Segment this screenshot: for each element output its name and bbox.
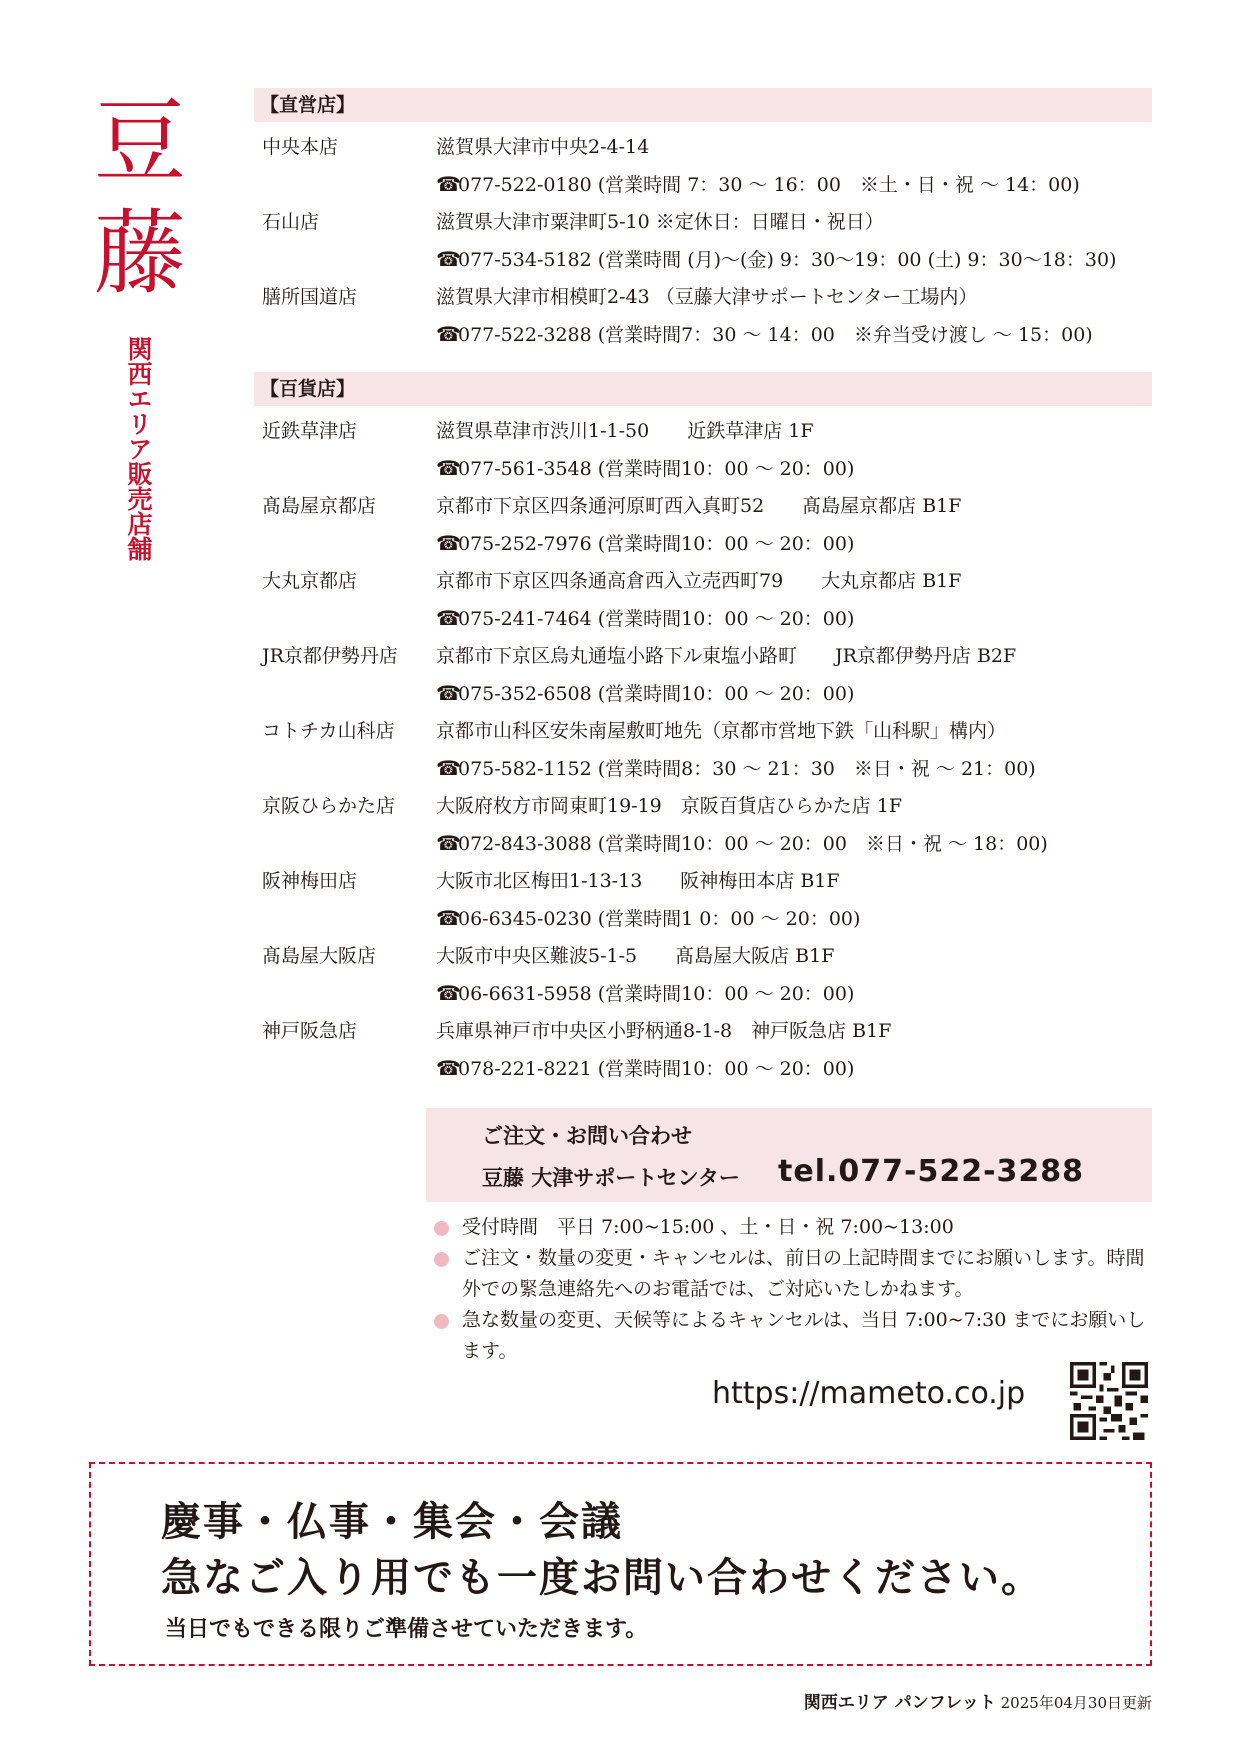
store-entry — [262, 713, 1162, 788]
store-entry — [262, 788, 1162, 863]
store-tel: ☎075-252-7976 (営業時間10：00 ～ 20：00) — [436, 525, 854, 563]
footer-label: 関西エリア パンフレット — [803, 1693, 996, 1713]
bullet-dot-icon — [434, 1221, 449, 1236]
phone-icon: ☎ — [436, 906, 461, 930]
section-title-dept: 【百貨店】 — [254, 372, 1152, 406]
store-name: JR京都伊勢丹店 — [262, 645, 398, 667]
store-entry — [262, 488, 1162, 563]
store-entry — [262, 204, 1162, 279]
store-address: 京都市下京区烏丸通塩小路下ル東塩小路町 JR京都伊勢丹店 B2F — [436, 645, 1017, 667]
order-center-name: 豆藤 大津サポートセンター — [482, 1166, 740, 1190]
phone-icon: ☎ — [436, 456, 461, 480]
phone-icon: ☎ — [436, 531, 461, 555]
store-entry — [262, 638, 1162, 713]
store-tel: ☎077-534-5182 (営業時間 (月)～(金) 9：30～19：00 (土) 9：30～18：30) — [436, 241, 1116, 279]
banner-headline-2: 急なご入り用でも一度お問い合わせください。 — [161, 1555, 1043, 1601]
store-entry — [262, 863, 1162, 938]
store-address: 滋賀県大津市中央2-4-14 — [436, 136, 650, 158]
note-item: 受付時間 平日 7:00~15:00 、土・日・祝 7:00~13:00 — [432, 1212, 1162, 1243]
store-address: 滋賀県草津市渋川1-1-50 近鉄草津店 1F — [436, 420, 814, 442]
store-name: 阪神梅田店 — [262, 870, 358, 892]
store-entry — [262, 129, 1162, 204]
bullet-dot-icon — [434, 1252, 449, 1267]
website-link[interactable]: https://mameto.co.jp — [712, 1376, 1026, 1411]
catering-banner — [89, 1462, 1152, 1666]
store-address: 兵庫県神戸市中央区小野柄通8-1-8 神戸阪急店 B1F — [436, 1020, 892, 1042]
note-item: 急な数量の変更、天候等によるキャンセルは、当日 7:00~7:30 までにお願いします。 — [432, 1305, 1162, 1367]
store-address: 大阪府枚方市岡東町19-19 京阪百貨店ひらかた店 1F — [436, 795, 903, 817]
store-name: コトチカ山科店 — [262, 720, 395, 742]
store-tel: ☎06-6631-5958 (営業時間10：00 ～ 20：00) — [436, 975, 854, 1013]
store-entry — [262, 563, 1162, 638]
brand-char-2: 藤 — [93, 200, 186, 307]
banner-subtext: 当日でもできる限りご準備させていただきます。 — [165, 1617, 648, 1642]
area-label: 関西エリア販売店舗 — [124, 336, 153, 561]
store-address: 京都市下京区四条通河原町西入真町52 髙島屋京都店 B1F — [436, 495, 962, 517]
store-tel: ☎077-522-0180 (営業時間 7：30 ～ 16：00 ※土・日・祝 ～ 14：00) — [436, 166, 1080, 204]
store-address: 滋賀県大津市粟津町5-10 ※定休日：日曜日・祝日） — [436, 211, 884, 233]
store-entry — [262, 279, 1162, 354]
store-name: 髙島屋京都店 — [262, 495, 377, 517]
store-tel: ☎075-241-7464 (営業時間10：00 ～ 20：00) — [436, 600, 854, 638]
store-name: 髙島屋大阪店 — [262, 945, 377, 967]
store-address: 滋賀県大津市相模町2-43 （豆藤大津サポートセンター工場内） — [436, 286, 978, 308]
order-notes — [432, 1212, 1162, 1367]
store-name: 中央本店 — [262, 136, 339, 158]
store-name: 膳所国道店 — [262, 286, 358, 308]
dept-store-list — [262, 413, 1162, 1088]
phone-icon: ☎ — [436, 606, 461, 630]
store-entry — [262, 938, 1162, 1013]
store-name: 京阪ひらかた店 — [262, 795, 396, 817]
store-name: 大丸京都店 — [262, 570, 358, 592]
footer — [804, 1688, 1152, 1713]
store-tel: ☎077-561-3548 (営業時間10：00 ～ 20：00) — [436, 450, 854, 488]
phone-icon: ☎ — [436, 756, 461, 780]
store-address: 京都市山科区安朱南屋敷町地先（京都市営地下鉄「山科駅」構内） — [436, 720, 1007, 742]
note-item: ご注文・数量の変更・キャンセルは、前日の上記時間までにお願いします。時間外での緊急連絡先へのお電話では、ご対応いたしかねます。 — [432, 1243, 1162, 1305]
store-tel: ☎078-221-8221 (営業時間10：00 ～ 20：00) — [436, 1050, 854, 1088]
store-entry — [262, 413, 1162, 488]
store-tel: ☎075-582-1152 (営業時間8：30 ～ 21：30 ※日・祝 ～ 21：00) — [436, 750, 1036, 788]
store-tel: ☎075-352-6508 (営業時間10：00 ～ 20：00) — [436, 675, 854, 713]
phone-icon: ☎ — [436, 981, 461, 1005]
phone-icon: ☎ — [436, 1056, 461, 1080]
phone-icon: ☎ — [436, 681, 461, 705]
store-address: 大阪市北区梅田1-13-13 阪神梅田本店 B1F — [436, 870, 840, 892]
order-title: ご注文・お問い合わせ — [482, 1124, 692, 1148]
phone-icon: ☎ — [436, 831, 461, 855]
brand-logo — [70, 88, 210, 312]
store-address: 京都市下京区四条通高倉西入立売西町79 大丸京都店 B1F — [436, 570, 962, 592]
banner-headline-1: 慶事・仏事・集会・会議 — [161, 1499, 623, 1545]
store-entry — [262, 1013, 1162, 1088]
store-tel: ☎072-843-3088 (営業時間10：00 ～ 20：00 ※日・祝 ～ 18：00) — [436, 825, 1048, 863]
bullet-dot-icon — [434, 1314, 449, 1329]
store-tel: ☎06-6345-0230 (営業時間1 0：00 ～ 20：00) — [436, 900, 860, 938]
order-contact-box — [426, 1108, 1152, 1202]
footer-updated: 2025年04月30日更新 — [1000, 1694, 1152, 1712]
qr-code-icon[interactable] — [1070, 1362, 1148, 1440]
store-name: 近鉄草津店 — [262, 420, 358, 442]
direct-store-list — [262, 129, 1162, 354]
phone-icon: ☎ — [436, 172, 461, 196]
store-name: 神戸阪急店 — [262, 1020, 358, 1042]
section-title-direct: 【直営店】 — [254, 88, 1152, 122]
store-tel: ☎077-522-3288 (営業時間7：30 ～ 14：00 ※弁当受け渡し ～ 15：00) — [436, 316, 1093, 354]
store-name: 石山店 — [262, 211, 320, 233]
order-tel-link[interactable]: tel.077-522-3288 — [778, 1154, 1085, 1189]
store-address: 大阪市中央区難波5-1-5 髙島屋大阪店 B1F — [436, 945, 835, 967]
brand-char-1: 豆 — [93, 88, 186, 195]
phone-icon: ☎ — [436, 247, 461, 271]
phone-icon: ☎ — [436, 322, 461, 346]
